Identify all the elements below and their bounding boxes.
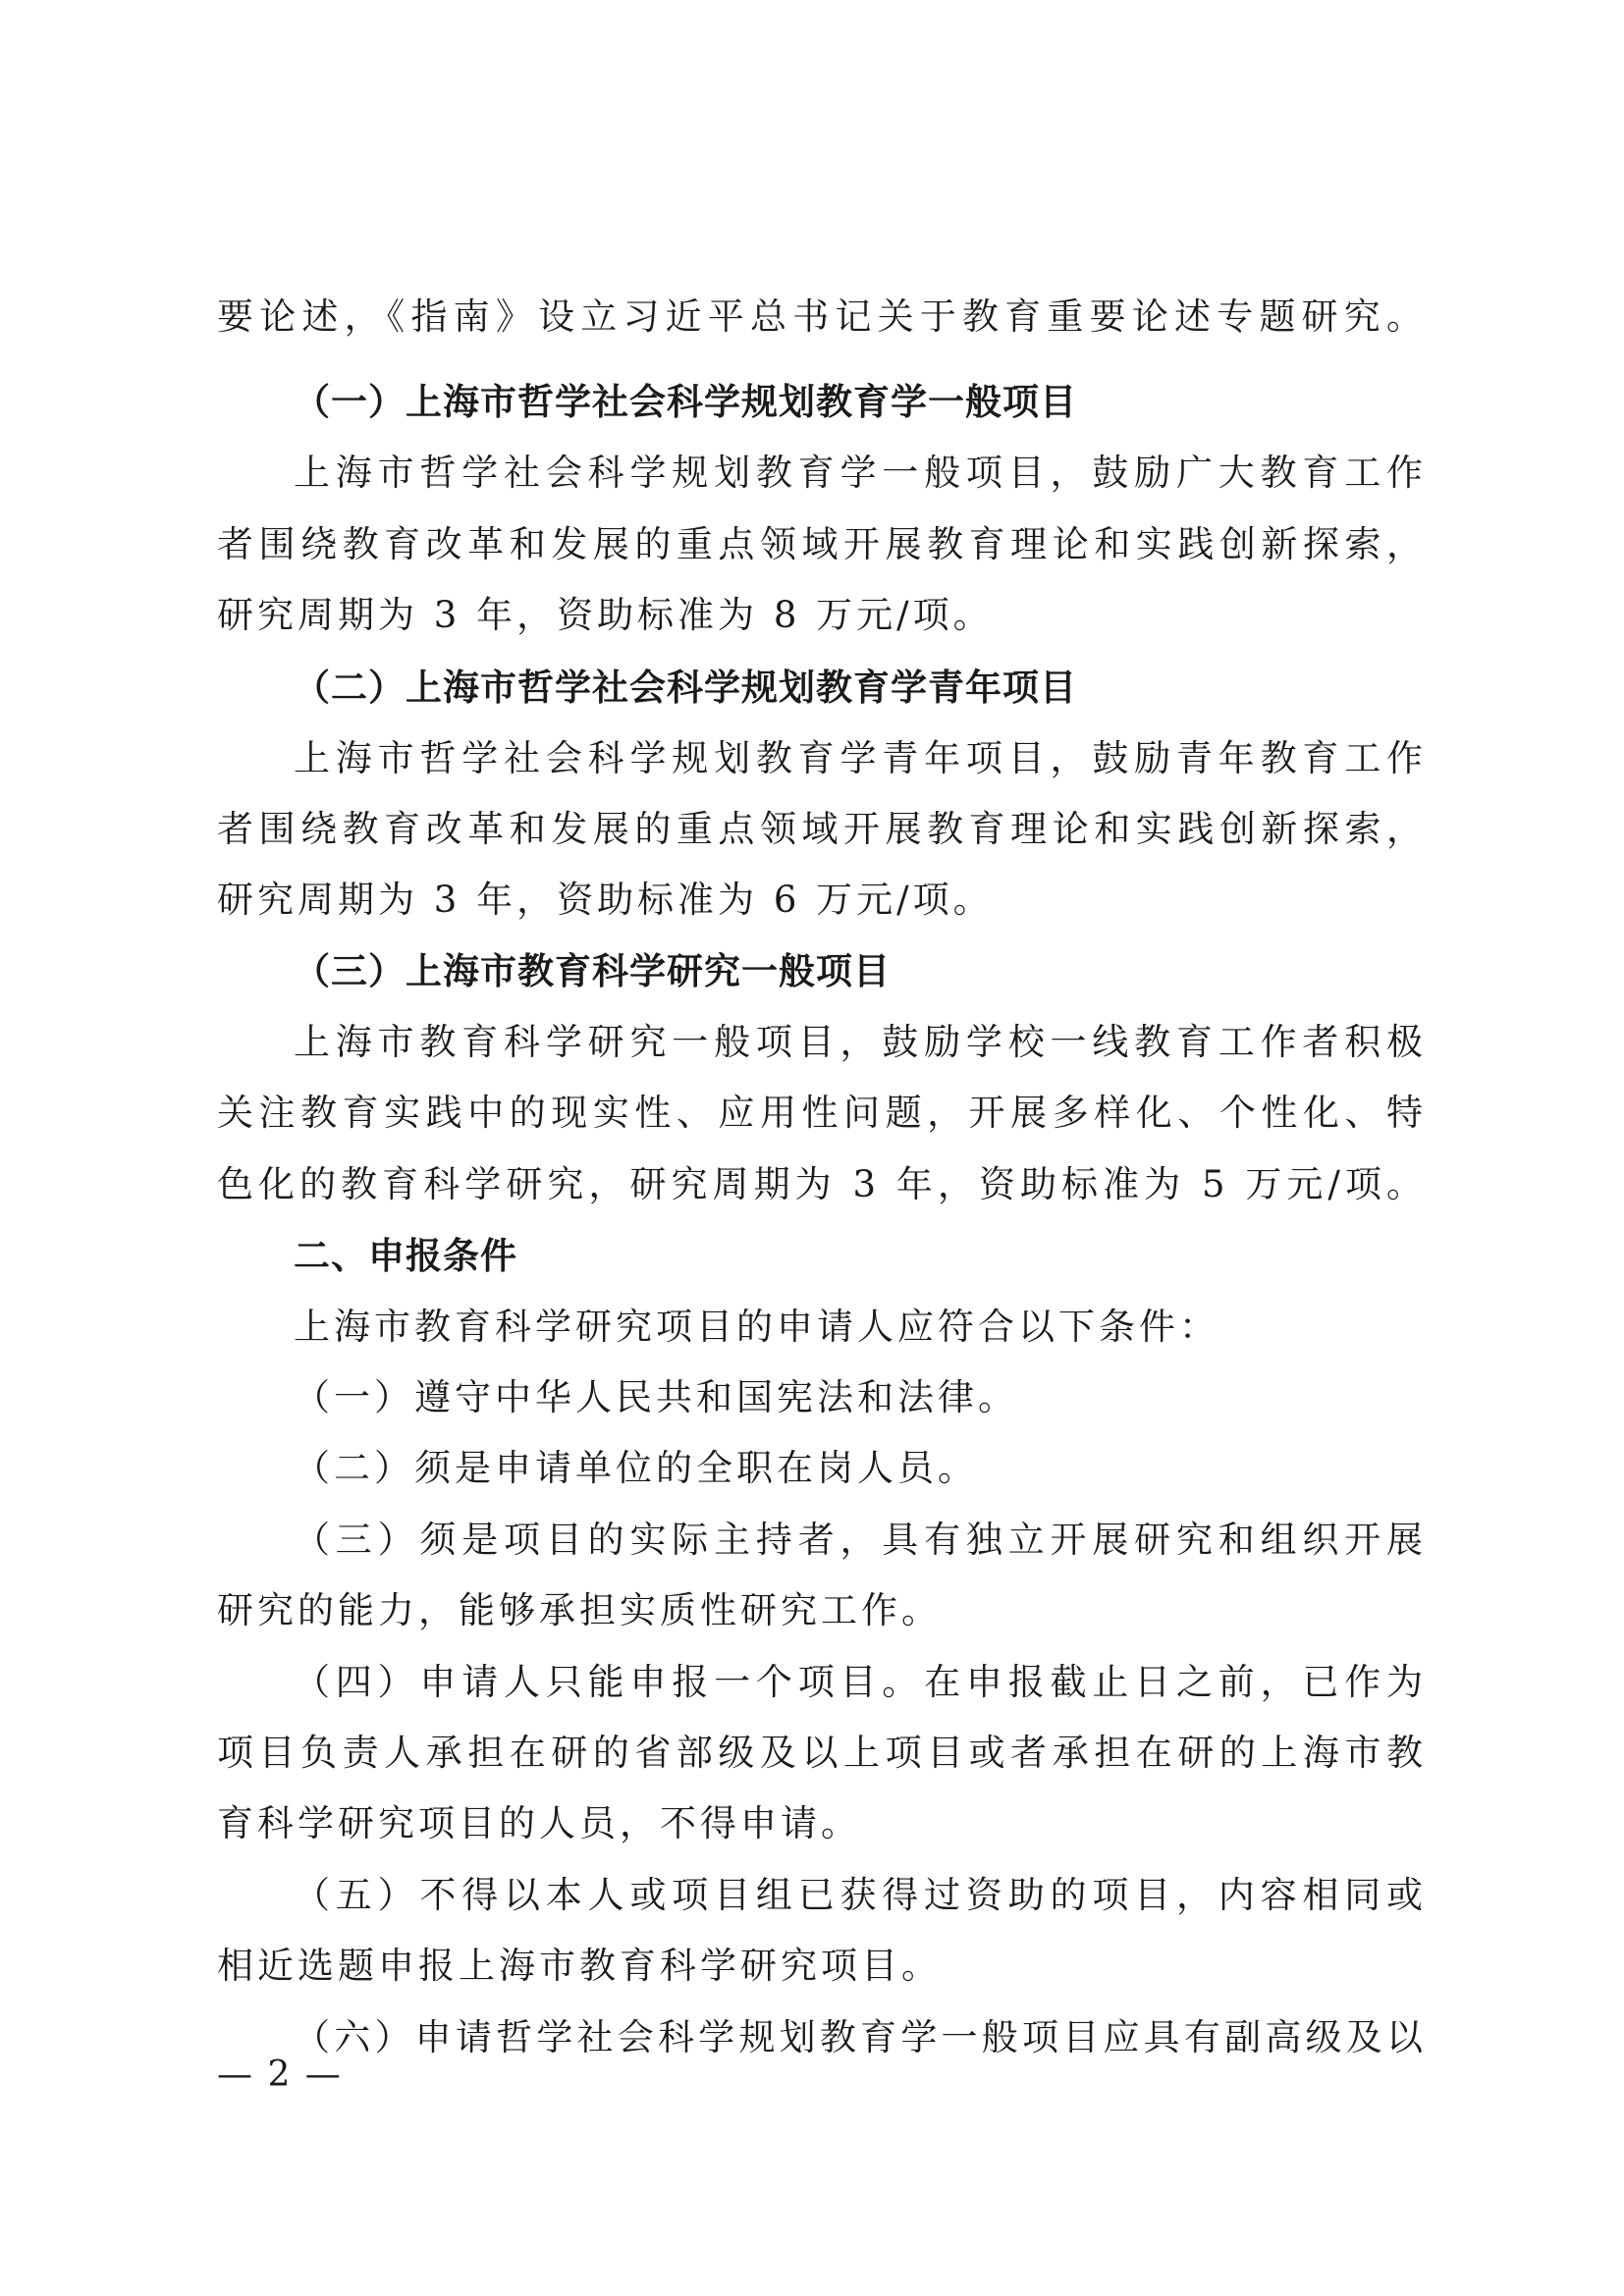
body-text-line: 研究周期为 3 年，资助标准为 6 万元/项。 xyxy=(217,879,994,921)
body-text-line: 要论述，《指南》设立习近平总书记关于教育重要论述专题研究。 xyxy=(217,295,1427,338)
body-text-line: 者围绕教育改革和发展的重点领域开展教育理论和实践创新探索， xyxy=(217,808,1427,850)
body-text-line: 色化的教育科学研究，研究周期为 3 年，资助标准为 5 万元/项。 xyxy=(217,1163,1427,1205)
condition-item: （六）申请哲学社会科学规划教育学一般项目应具有副高级及以 xyxy=(294,2016,1427,2058)
condition-item: （一）遵守中华人民共和国宪法和法律。 xyxy=(294,1376,1018,1418)
body-text-line: 上海市教育科学研究项目的申请人应符合以下条件： xyxy=(294,1306,1219,1348)
body-text-line: 关注教育实践中的现实性、应用性问题，开展多样化、个性化、特 xyxy=(217,1092,1427,1134)
condition-item: （五）不得以本人或项目组已获得过资助的项目，内容相同或 xyxy=(294,1874,1427,1916)
body-text-line: 育科学研究项目的人员，不得申请。 xyxy=(217,1802,861,1844)
body-text-line: 项目负责人承担在研的省部级及以上项目或者承担在研的上海市教 xyxy=(217,1732,1427,1774)
body-text-line: 上海市哲学社会科学规划教育学一般项目，鼓励广大教育工作 xyxy=(294,452,1427,494)
body-text-line: 上海市教育科学研究一般项目，鼓励学校一线教育工作者积极 xyxy=(294,1021,1427,1063)
condition-item: （四）申请人只能申报一个项目。在申报截止日之前，已作为 xyxy=(294,1661,1427,1703)
body-text-line: 研究周期为 3 年，资助标准为 8 万元/项。 xyxy=(217,594,994,636)
condition-item: （三）须是项目的实际主持者，具有独立开展研究和组织开展 xyxy=(294,1519,1427,1561)
body-text-line: 研究的能力，能够承担实质性研究工作。 xyxy=(217,1589,942,1631)
body-text-line: 相近选题申报上海市教育科学研究项目。 xyxy=(217,1945,942,1987)
section-heading-education-science-project: （三）上海市教育科学研究一般项目 xyxy=(294,950,891,992)
body-text-line: 者围绕教育改革和发展的重点领域开展教育理论和实践创新探索， xyxy=(217,523,1427,565)
section-heading-general-project: （一）上海市哲学社会科学规划教育学一般项目 xyxy=(294,381,1077,423)
page-number: — 2 — xyxy=(217,2055,343,2095)
section-heading-youth-project: （二）上海市哲学社会科学规划教育学青年项目 xyxy=(294,667,1077,709)
section-heading-application-conditions: 二、申报条件 xyxy=(294,1235,517,1277)
body-text-line: 上海市哲学社会科学规划教育学青年项目，鼓励青年教育工作 xyxy=(294,737,1427,779)
condition-item: （二）须是申请单位的全职在岗人员。 xyxy=(294,1447,978,1489)
